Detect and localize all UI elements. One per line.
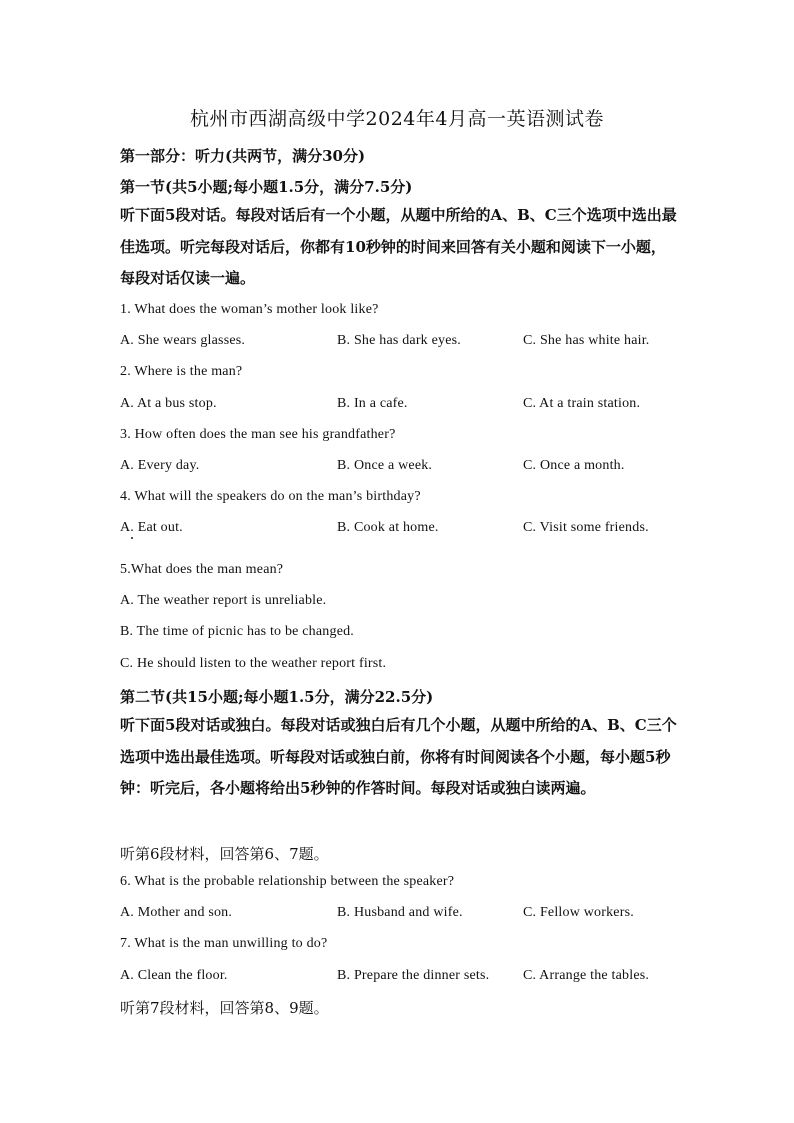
q5-option-b: B. The time of picnic has to be changed. (120, 624, 355, 639)
question-1: 1. What does the woman’s mother look like? (120, 302, 379, 317)
q1-option-b: B. She has dark eyes. (337, 333, 461, 348)
section2-heading: 第二节(共15小题;每小题1.5分，满分22.5分) (120, 688, 434, 706)
q7-option-c: C. Arrange the tables. (523, 968, 650, 983)
exam-title: 杭州市西湖高级中学2024年4月高一英语测试卷 (190, 108, 604, 130)
material-6-instruction: 听第6段材料，回答第6、7题。 (120, 845, 329, 863)
q7-option-a: A. Clean the floor. (120, 968, 228, 983)
part1-heading: 第一部分：听力(共两节，满分30分) (120, 147, 366, 165)
q4-option-b: B. Cook at home. (337, 520, 439, 535)
q3-option-c: C. Once a month. (523, 458, 625, 473)
section1-heading: 第一节(共5小题;每小题1.5分，满分7.5分) (120, 178, 413, 196)
q1-option-a: A. She wears glasses. (120, 333, 246, 348)
question-5: 5.What does the man mean? (120, 562, 284, 577)
q6-option-b: B. Husband and wife. (337, 905, 463, 920)
q6-option-c: C. Fellow workers. (523, 905, 634, 920)
q4-option-a: A. Eat out. (120, 520, 183, 535)
question-6: 6. What is the probable relationship between the speaker? (120, 874, 455, 889)
material-7-instruction: 听第7段材料，回答第8、9题。 (120, 999, 329, 1017)
question-7: 7. What is the man unwilling to do? (120, 936, 328, 951)
q2-option-a: A. At a bus stop. (120, 396, 217, 411)
q3-option-b: B. Once a week. (337, 458, 433, 473)
q1-option-c: C. She has white hair. (523, 333, 650, 348)
q5-option-c: C. He should listen to the weather report first. (120, 656, 387, 671)
q2-option-b: B. In a cafe. (337, 396, 408, 411)
q4-option-c: C. Visit some friends. (523, 520, 649, 535)
question-3: 3. How often does the man see his grandfather? (120, 427, 396, 442)
q2-option-c: C. At a train station. (523, 396, 641, 411)
stray-dot (131, 537, 133, 539)
question-4: 4. What will the speakers do on the man’s birthday? (120, 489, 421, 504)
question-2: 2. Where is the man? (120, 364, 243, 379)
q3-option-a: A. Every day. (120, 458, 200, 473)
q6-option-a: A. Mother and son. (120, 905, 233, 920)
q7-option-b: B. Prepare the dinner sets. (337, 968, 490, 983)
section2-instruction: 听下面5段对话或独白。每段对话或独白后有几个小题，从题中所给的A、B、C三个选项中选出最佳选项。听每段对话或独白前，你将有时间阅读各个小题，每小题5秒钟：听完后，各小题将给出5秒钟的作答时间。每段对话或独白读两遍。 (120, 716, 677, 797)
q5-option-a: A. The weather report is unreliable. (120, 593, 327, 608)
section1-instruction: 听下面5段对话。每段对话后有一个小题，从题中所给的A、B、C三个选项中选出最佳选项。听完每段对话后，你都有10秒钟的时间来回答有关小题和阅读下一小题，每段对话仅读一遍。 (120, 206, 677, 287)
